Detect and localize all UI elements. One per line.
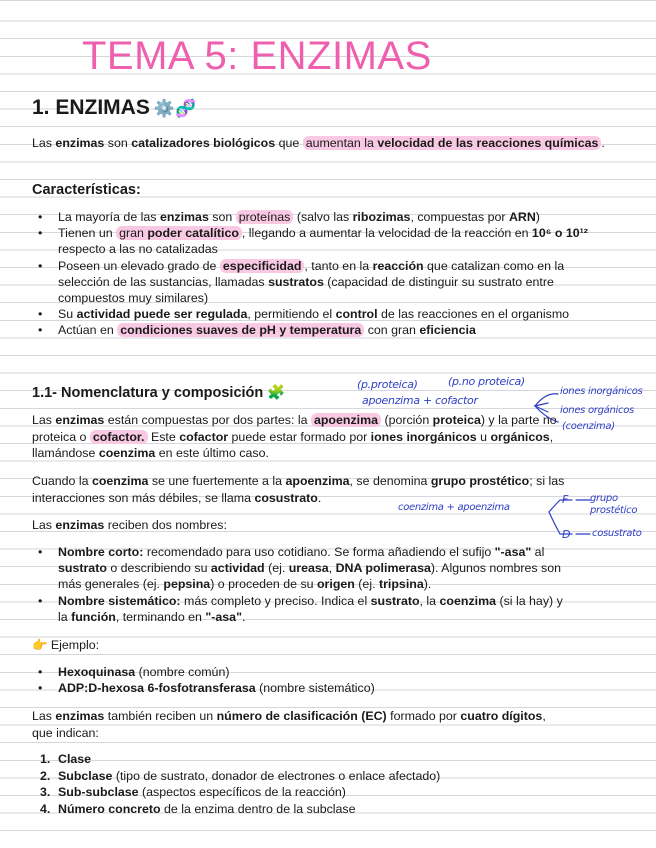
handwritten-note: D (562, 528, 571, 541)
nomenclature-heading: 1.1- Nomenclatura y composición 🧩 (32, 385, 286, 401)
list-item: • Actúan en condiciones suaves de pH y temperatura con gran eficiencia (32, 322, 592, 338)
list-item: 2. Subclase (tipo de sustrato, donador de electrones o enlace afectado) (40, 768, 441, 783)
nomenclature-paragraph-1: Las enzimas están compuestas por dos partes: la apoenzima (porción proteica) y la parte no proteica o cofactor. Este cofactor puede estar formado por iones inorgánicos u orgánicos, llamándose coenzima en este último caso. (32, 413, 557, 461)
ec-paragraph: Las enzimas también reciben un número de clasificación (EC) formado por cuatro dígitos, que indican: (32, 709, 546, 740)
handwritten-note: cosustrato (592, 528, 642, 539)
handwritten-note: (coenzima) (562, 421, 615, 432)
list-item: • Nombre sistemático: más completo y preciso. Indica el sustrato, la coenzima (si la hay) y la función, terminando en "-asa". (32, 593, 572, 625)
intro-paragraph: Las enzimas son catalizadores biológicos que aumentan la velocidad de las reacciones químicas . (32, 136, 605, 150)
list-item: 1. Clase (40, 752, 92, 766)
handwritten-note: F (562, 493, 569, 506)
characteristics-heading: Características: (32, 182, 141, 198)
handwritten-note: grupo prostético (590, 493, 638, 516)
list-item: • La mayoría de las enzimas son proteínas (salvo las ribozimas, compuestas por ARN) (32, 209, 592, 225)
annotation-arrow (549, 500, 572, 512)
page-title: TEMA 5: ENZIMAS (82, 34, 432, 78)
list-item: • Su actividad puede ser regulada, permitiendo el control de las reacciones en el organismo (32, 306, 592, 322)
gear-dna-icon: ⚙️🧬 (153, 99, 197, 118)
list-item: • Poseen un elevado grado de especificidad , tanto en la reacción que catalizan como en la selección de las sustancias, llamadas sustratos (capacidad de distinguir su sustrato entre compuestos muy similares) (32, 258, 592, 307)
section-heading-text: 1. ENZIMAS (32, 96, 150, 119)
list-item: 3. Sub-subclase (aspectos específicos de la reacción) (40, 785, 346, 800)
list-item: • Tienen un gran poder catalítico , llegando a aumentar la velocidad de la reacción en 10⁶ o 10¹² respecto a las no catalizadas (32, 225, 592, 257)
handwritten-note: apoenzima + cofactor (362, 394, 478, 407)
handwritten-note: (p.proteica) (357, 378, 418, 391)
nomenclature-paragraph-3: Las enzimas reciben dos nombres: (32, 518, 227, 532)
handwritten-note: coenzima + apoenzima (398, 502, 510, 513)
pointing-hand-icon: 👉 (32, 638, 48, 652)
list-item: • ADP:D-hexosa 6-fosfotransferasa (nombre sistemático) (32, 680, 572, 696)
puzzle-icon: 🧩 (267, 385, 286, 401)
annotation-arrow (549, 512, 572, 534)
list-item: 4. Número concreto de la enzima dentro de la subclase (40, 801, 356, 816)
handwritten-note: iones inorgánicos (560, 386, 643, 397)
list-item: • Hexoquinasa (nombre común) (32, 664, 572, 680)
nomenclature-paragraph-2: Cuando la coenzima se une fuertemente a la apoenzima, se denomina grupo prostético; si las interacciones son más débiles, se llama cosustrato. (32, 474, 565, 505)
list-item: • Nombre corto: recomendado para uso cotidiano. Se forma añadiendo el sufijo "-asa" al sustrato o describiendo su actividad (ej. ureasa, DNA polimerasa). Algunos nombres son más generales (ej. pepsina) o proceden de su origen (ej. tripsina). (32, 544, 572, 593)
annotation-arrow (535, 394, 558, 406)
annotation-arrow (535, 406, 558, 422)
handwritten-note: iones orgánicos (560, 405, 634, 416)
example-label: 👉 Ejemplo: (32, 638, 100, 652)
handwritten-note: (p.no proteica) (448, 375, 525, 388)
